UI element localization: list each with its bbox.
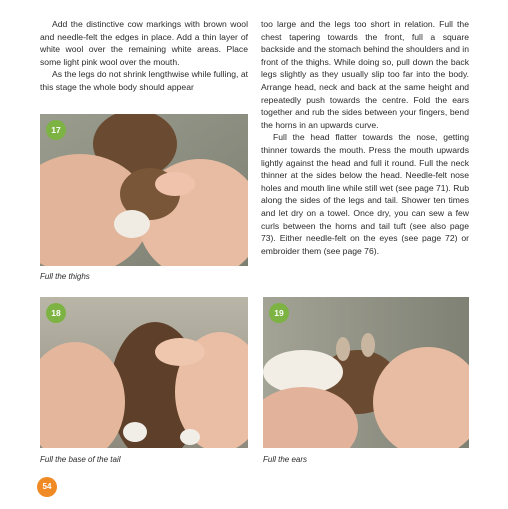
photo-19-image <box>263 297 469 448</box>
right-column-text <box>261 18 469 257</box>
photo-17-image <box>40 114 248 266</box>
left-paragraph-1: Add the distinctive cow markings with brown wool and needle-felt the edges in place. Add a thin layer of white wool over the remaining white areas. Place some light pink wool over the mouth. <box>40 19 248 67</box>
caption-17: Full the thighs <box>40 272 90 281</box>
photo-18-image <box>40 297 248 448</box>
left-column-text <box>40 18 248 94</box>
page-number-badge: 54 <box>37 477 57 497</box>
right-paragraph-2: Full the head flatter towards the nose, getting thinner towards the mouth. Press the mouth upwards lightly against the head and full it round. Full the neck thinner at the sides below the head. Needle-felt nose holes and mouth line while still wet (see page 71). Rub along the sides of the legs and tail. Shower ten times and let dry on a towel. Once dry, you can sew a few curls between the horns and tail tuft (see also page 73). Either needle-felt on the eyes (see page 72) or embroider them (see page 76). <box>261 132 469 256</box>
right-paragraph-1: too large and the legs too short in relation. Full the chest tapering towards the front, full a square backside and the stomach behind the shoulders and in front of the thighs. While doing so, pull down the back legs slightly as they usually slip too far into the body. Arrange head, neck and back at the same height and repeatedly push towards the centre. Fold the ears together and rub the sides between your fingers, bend the horns in an upwards curve. <box>261 19 469 130</box>
caption-19: Full the ears <box>263 455 308 464</box>
step-badge-17: 17 <box>46 120 66 140</box>
photo-full-ears <box>263 297 469 448</box>
photo-full-base-of-tail <box>40 297 248 448</box>
step-badge-19: 19 <box>269 303 289 323</box>
left-paragraph-2: As the legs do not shrink lengthwise while fulling, at this stage the whole body should appear <box>40 69 248 92</box>
photo-full-thighs <box>40 114 248 266</box>
caption-18: Full the base of the tail <box>40 455 121 464</box>
step-badge-18: 18 <box>46 303 66 323</box>
